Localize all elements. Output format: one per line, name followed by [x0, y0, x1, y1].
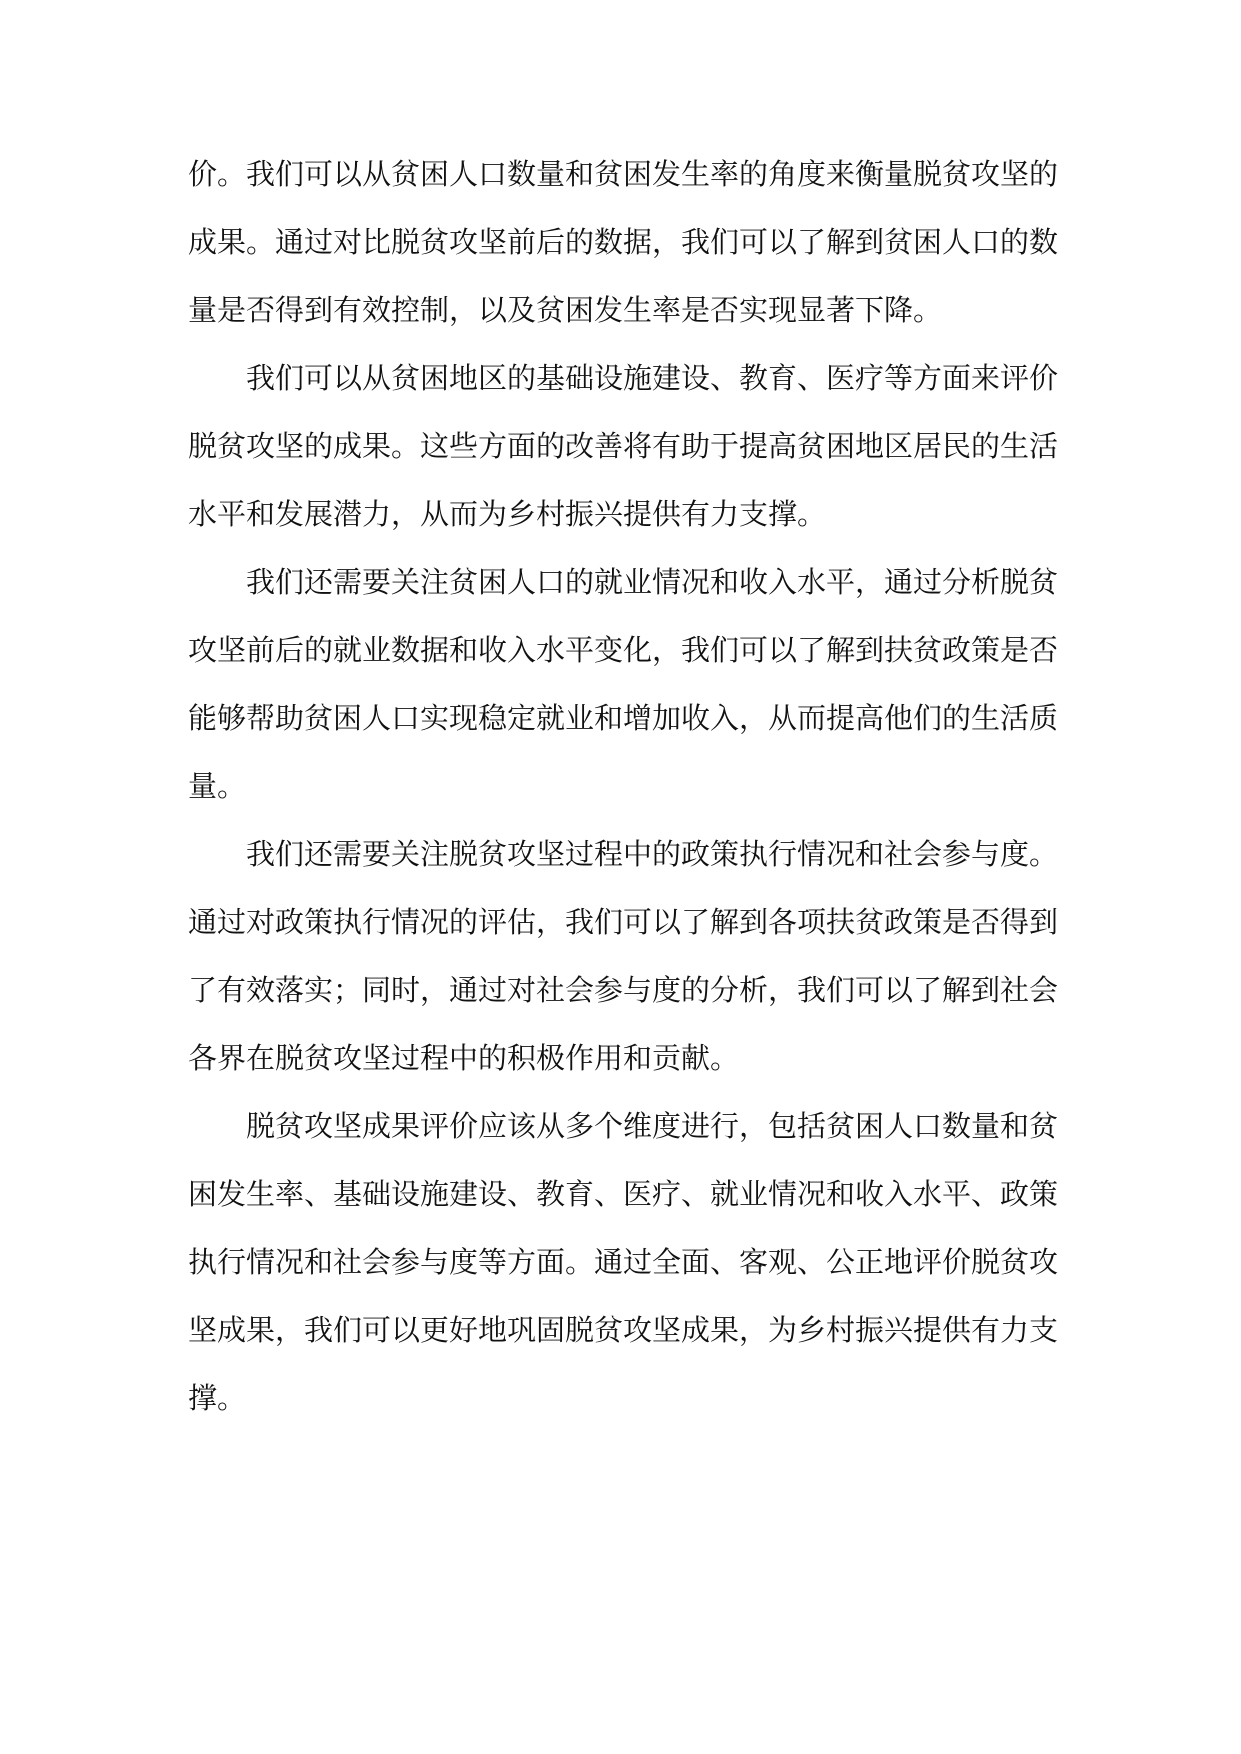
text-line: 攻坚前后的就业数据和收入水平变化，我们可以了解到扶贫政策是否: [188, 633, 1059, 667]
document-body: [188, 140, 1058, 1432]
text-line: 了有效落实；同时，通过对社会参与度的分析，我们可以了解到社会: [188, 973, 1059, 1007]
text-line: 我们可以从贫困地区的基础设施建设、教育、医疗等方面来评价: [246, 361, 1059, 395]
paragraph-5: [188, 1092, 1058, 1432]
paragraph-3: [188, 548, 1058, 820]
text-line: 困发生率、基础设施建设、教育、医疗、就业情况和收入水平、政策: [188, 1177, 1059, 1211]
text-line: 各界在脱贫攻坚过程中的积极作用和贡献。: [188, 1041, 740, 1075]
text-line: 水平和发展潜力，从而为乡村振兴提供有力支撑。: [188, 497, 827, 531]
paragraph-2: [188, 344, 1058, 548]
text-line: 执行情况和社会参与度等方面。通过全面、客观、公正地评价脱贫攻: [188, 1245, 1059, 1279]
text-line: 量。: [188, 769, 247, 803]
text-line: 脱贫攻坚的成果。这些方面的改善将有助于提高贫困地区居民的生活: [188, 429, 1059, 463]
text-line: 通过对政策执行情况的评估，我们可以了解到各项扶贫政策是否得到: [188, 905, 1059, 939]
text-line: 脱贫攻坚成果评价应该从多个维度进行，包括贫困人口数量和贫: [246, 1109, 1059, 1143]
text-line: 我们还需要关注贫困人口的就业情况和收入水平，通过分析脱贫: [246, 565, 1059, 599]
paragraph-4: [188, 820, 1058, 1092]
text-line: 价。我们可以从贫困人口数量和贫困发生率的角度来衡量脱贫攻坚的: [188, 157, 1059, 191]
text-line: 坚成果，我们可以更好地巩固脱贫攻坚成果，为乡村振兴提供有力支: [188, 1313, 1059, 1347]
text-line: 量是否得到有效控制，以及贫困发生率是否实现显著下降。: [188, 293, 943, 327]
text-line: 我们还需要关注脱贫攻坚过程中的政策执行情况和社会参与度。: [246, 837, 1059, 871]
text-line: 能够帮助贫困人口实现稳定就业和增加收入，从而提高他们的生活质: [188, 701, 1059, 735]
text-line: 撑。: [188, 1381, 247, 1415]
paragraph-1: [188, 140, 1058, 344]
text-line: 成果。通过对比脱贫攻坚前后的数据，我们可以了解到贫困人口的数: [188, 225, 1059, 259]
